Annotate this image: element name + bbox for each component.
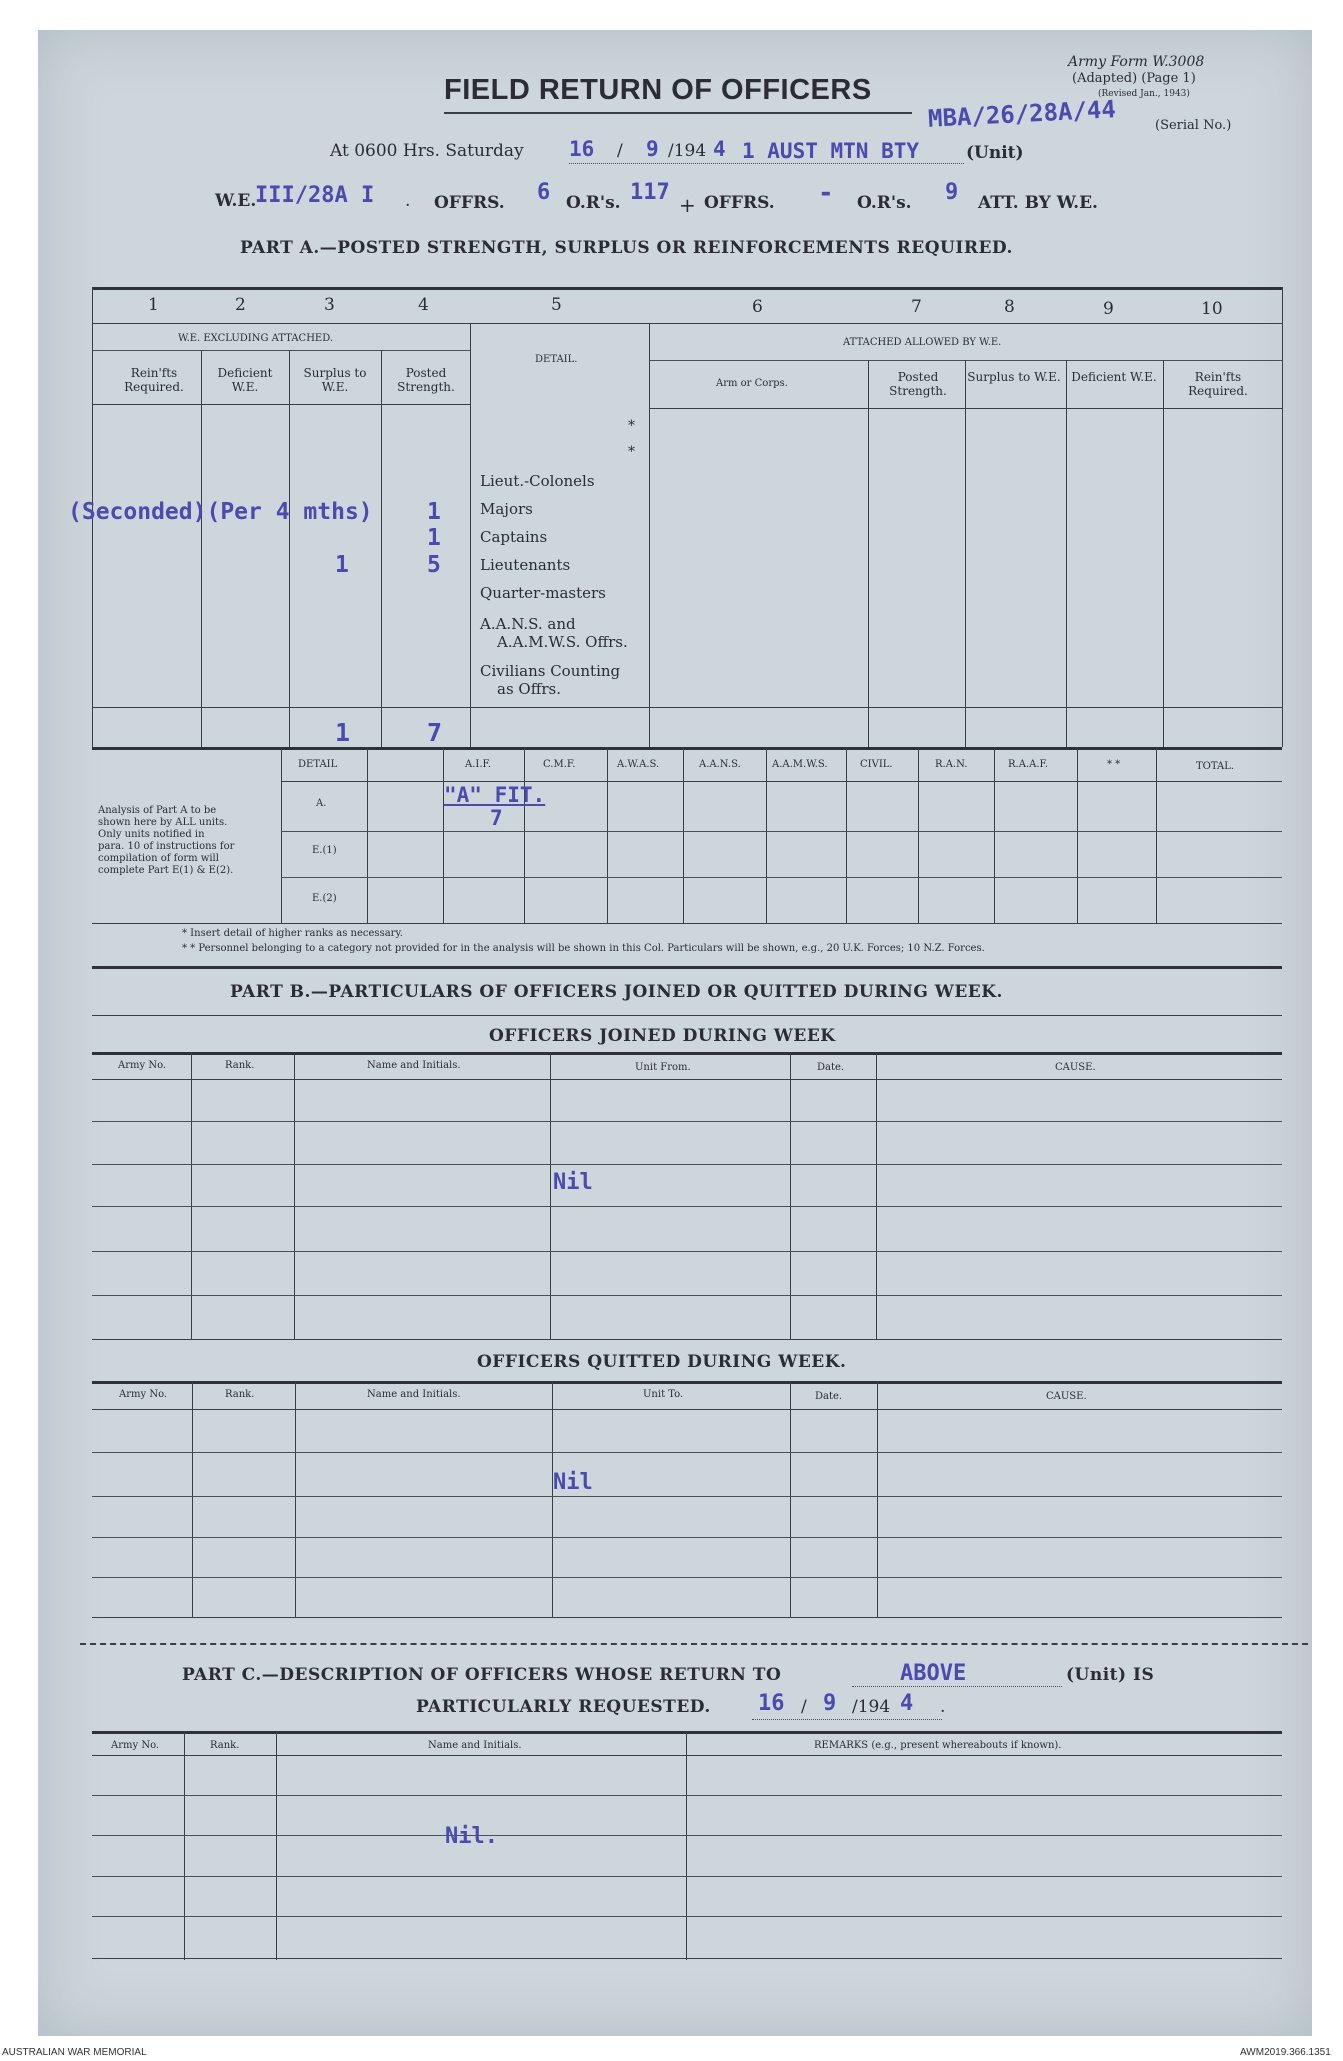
part-a-title: PART A.—POSTED STRENGTH, SURPLUS OR REINFORCEMENTS REQUIRED. — [240, 238, 1013, 258]
joined-title: OFFICERS JOINED DURING WEEK — [489, 1026, 836, 1046]
joined-head-name: Name and Initials. — [367, 1060, 461, 1071]
unit-label: (Unit) — [966, 143, 1024, 163]
col-head-att-posted: Posted Strength. — [889, 370, 947, 398]
star-line-2: * — [628, 444, 635, 460]
footer-left: AUSTRALIAN WAR MEMORIAL — [2, 2047, 147, 2058]
col-number-3: 3 — [324, 295, 335, 315]
date-sep: / — [617, 141, 623, 161]
analysis-row-e1: E.(1) — [312, 845, 337, 856]
col-number-5: 5 — [551, 295, 562, 315]
ors-att-value: 9 — [945, 180, 959, 205]
rank-civilians: Civilians Counting — [480, 662, 621, 680]
star-line-1: * — [628, 418, 635, 434]
majors-posted: 1 — [427, 499, 441, 525]
quitted-head-army-no: Army No. — [119, 1389, 168, 1400]
seconded-note: (Seconded)(Per 4 mths) — [68, 499, 373, 525]
captains-posted: 1 — [427, 525, 441, 551]
col-head-att-deficient: Deficient W.E. — [1071, 370, 1157, 384]
at-hours-label: At 0600 Hrs. Saturday — [330, 141, 524, 161]
attached-allowed-header: ATTACHED ALLOWED BY W.E. — [843, 337, 1002, 348]
analysis-row-e2: E.(2) — [312, 893, 337, 904]
joined-nil: Nil — [553, 1170, 593, 1195]
quitted-head-rank: Rank. — [225, 1389, 255, 1400]
part-c-sep: / — [801, 1697, 807, 1717]
date-year-prefix: /194 — [668, 141, 707, 161]
date-day: 16 — [569, 137, 595, 161]
rank-civilians-2: as Offrs. — [497, 680, 561, 698]
analysis-head-civil: CIVIL. — [860, 759, 893, 770]
form-adapted: (Adapted) (Page 1) — [1072, 71, 1196, 86]
att-by-we-label: ATT. BY W.E. — [978, 193, 1098, 213]
col-head-att-surplus: Surplus to W.E. — [967, 370, 1061, 384]
we-excluding-header: W.E. EXCLUDING ATTACHED. — [178, 333, 334, 344]
joined-head-rank: Rank. — [225, 1060, 255, 1071]
plus-sign: + — [679, 193, 696, 217]
col-head-arm-corps: Arm or Corps. — [716, 378, 788, 389]
rank-majors: Majors — [480, 500, 533, 518]
quitted-title: OFFICERS QUITTED DURING WEEK. — [477, 1352, 847, 1372]
col-number-9: 9 — [1103, 299, 1114, 319]
we-dot: . — [405, 191, 411, 211]
part-c-year-prefix: /194 — [852, 1697, 891, 1717]
col-number-4: 4 — [418, 295, 429, 315]
part-c-end-dot: . — [940, 1697, 946, 1717]
date-year-digit: 4 — [713, 137, 726, 161]
col-head-reinfts: Rein'fts Required. — [124, 366, 184, 394]
serial-label: (Serial No.) — [1155, 118, 1232, 133]
total-surplus: 1 — [335, 718, 351, 747]
quitted-head-unit-to: Unit To. — [643, 1389, 684, 1400]
col-number-6: 6 — [752, 297, 763, 317]
col-head-att-reinfts: Rein'fts Required. — [1188, 370, 1248, 398]
analysis-head-aans: A.A.N.S. — [699, 759, 741, 770]
part-c-unit-is: (Unit) IS — [1066, 1665, 1155, 1685]
part-c-head-remarks: REMARKS (e.g., present whereabouts if known). — [814, 1740, 1062, 1751]
col-head-surplus: Surplus to W.E. — [303, 366, 367, 394]
col-head-posted: Posted Strength. — [397, 366, 455, 394]
col-number-1: 1 — [148, 295, 159, 315]
unit-value: 1 AUST MTN BTY — [742, 139, 920, 163]
ors-label: O.R's. — [566, 193, 621, 213]
col-number-10: 10 — [1201, 299, 1223, 319]
rank-lieut-colonels: Lieut.-Colonels — [480, 472, 595, 490]
analysis-head-raaf: R.A.A.F. — [1008, 759, 1049, 770]
lieutenants-surplus: 1 — [335, 552, 349, 578]
lieutenants-posted: 5 — [427, 552, 441, 578]
col-head-deficient: Deficient W.E. — [217, 366, 273, 394]
analysis-head-aif: A.I.F. — [465, 759, 492, 770]
quitted-nil: Nil — [553, 1470, 593, 1495]
analysis-head-detail: DETAIL — [298, 759, 338, 770]
part-c-head-name: Name and Initials. — [428, 1740, 522, 1751]
total-posted: 7 — [427, 718, 443, 747]
footnote-1: * Insert detail of higher ranks as necessary. — [182, 928, 403, 939]
a-fit-value: 7 — [490, 806, 503, 830]
analysis-head-awas: A.W.A.S. — [617, 759, 660, 770]
joined-head-unit-from: Unit From. — [635, 1062, 691, 1073]
part-c-month: 9 — [823, 1691, 837, 1716]
part-c-nil: Nil. — [445, 1824, 498, 1849]
analysis-head-other: * * — [1107, 759, 1121, 770]
rank-quartermasters: Quarter-masters — [480, 584, 606, 602]
quitted-head-cause: CAUSE. — [1046, 1391, 1087, 1402]
part-c-above: ABOVE — [900, 1661, 967, 1686]
analysis-head-ran: R.A.N. — [935, 759, 968, 770]
quitted-head-date: Date. — [815, 1391, 843, 1402]
part-b-title: PART B.—PARTICULARS OF OFFICERS JOINED OR QUITTED DURING WEEK. — [230, 982, 1003, 1002]
ors-att-label: O.R's. — [857, 193, 912, 213]
part-c-head-army-no: Army No. — [111, 1740, 160, 1751]
rank-aans: A.A.N.S. and — [480, 615, 576, 633]
col-number-7: 7 — [911, 297, 922, 317]
analysis-head-aamws: A.A.M.W.S. — [772, 759, 828, 770]
analysis-head-cmf: C.M.F. — [543, 759, 576, 770]
date-month: 9 — [646, 137, 659, 161]
analysis-head-total: TOTAL. — [1196, 761, 1235, 772]
joined-head-cause: CAUSE. — [1055, 1062, 1096, 1073]
joined-head-date: Date. — [817, 1062, 845, 1073]
offrs-att-value: - — [818, 178, 834, 208]
part-c-day: 16 — [758, 1691, 785, 1716]
page-title: FIELD RETURN OF OFFICERS — [444, 74, 872, 106]
analysis-note: Analysis of Part A to be shown here by ALL units. Only units notified in para. 10 of instructions for compilation of form will complete Part E(1) & E(2). — [98, 805, 235, 876]
rank-aamws: A.A.M.W.S. Offrs. — [497, 633, 628, 651]
a-fit-label: "A" FIT. — [444, 783, 546, 807]
col-head-detail: DETAIL. — [535, 354, 578, 365]
part-c-year-digit: 4 — [900, 1691, 914, 1716]
col-number-8: 8 — [1004, 297, 1015, 317]
ors-value: 117 — [630, 180, 670, 205]
serial-number-value: MBA/26/28A/44 — [927, 95, 1117, 133]
col-number-2: 2 — [235, 295, 246, 315]
form-number: Army Form W.3008 — [1068, 54, 1205, 70]
part-c-head-rank: Rank. — [210, 1740, 240, 1751]
part-c-title: PART C.—DESCRIPTION OF OFFICERS WHOSE RETURN TO — [182, 1665, 782, 1685]
footnote-2: * * Personnel belonging to a category not provided for in the analysis will be shown in this Col. Particulars will be shown, e.g., 20 U.K. Forces; 10 N.Z. Forces. — [182, 943, 985, 954]
we-value: III/28A I — [255, 183, 375, 208]
quitted-head-name: Name and Initials. — [367, 1389, 461, 1400]
offrs-att-label: OFFRS. — [704, 193, 775, 213]
rank-captains: Captains — [480, 528, 548, 546]
form-revised: (Revised Jan., 1943) — [1098, 89, 1190, 99]
we-label: W.E. — [215, 191, 257, 211]
part-c-requested: PARTICULARLY REQUESTED. — [416, 1697, 711, 1717]
joined-head-army-no: Army No. — [118, 1060, 167, 1071]
rank-lieutenants: Lieutenants — [480, 556, 571, 574]
offrs-value: 6 — [537, 180, 551, 205]
analysis-row-a: A. — [316, 798, 327, 809]
offrs-label: OFFRS. — [434, 193, 505, 213]
footer-right: AWM2019.366.1351 — [1240, 2047, 1331, 2058]
